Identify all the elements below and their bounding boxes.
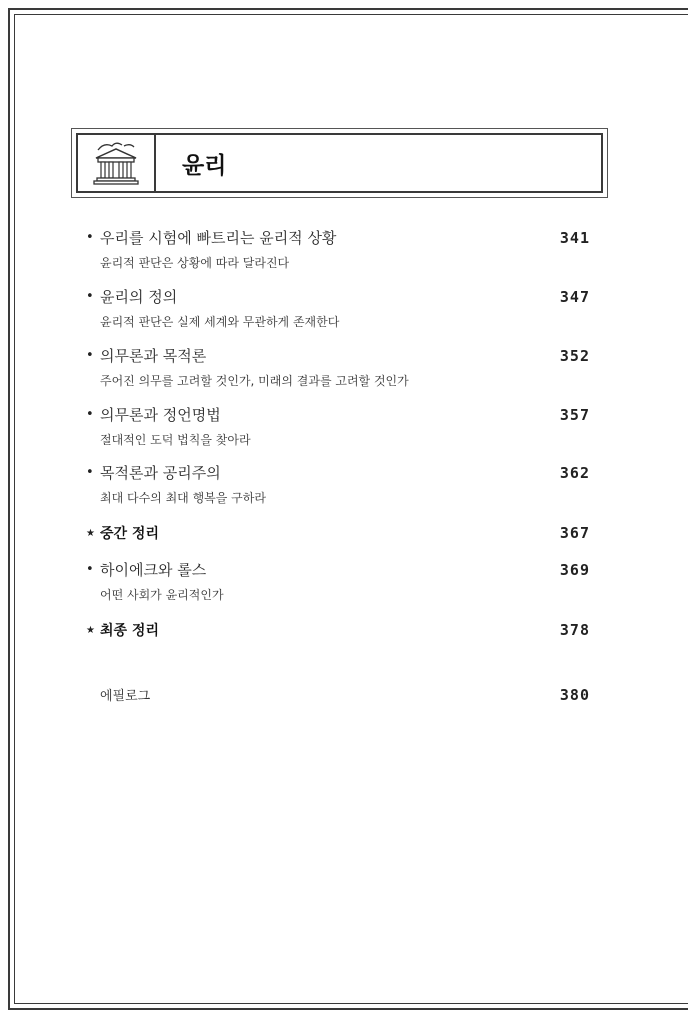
- toc-entry-subtitle: 최대 다수의 최대 행복을 구하라: [100, 491, 266, 505]
- star-icon: ★: [86, 527, 95, 539]
- toc-page-number: 347: [559, 287, 590, 306]
- temple-pillars-icon: [90, 140, 142, 186]
- toc-entry-title: 윤리의 정의: [100, 288, 178, 306]
- toc-entry[interactable]: [86, 404, 590, 448]
- toc-page-number: 357: [559, 405, 590, 424]
- toc-entry[interactable]: [86, 345, 590, 389]
- bullet-icon: •: [86, 230, 94, 245]
- toc-page-number: 367: [559, 524, 590, 542]
- chapter-icon-cell: [78, 135, 156, 191]
- bullet-icon: •: [86, 348, 94, 363]
- toc-page-number: 362: [559, 463, 590, 482]
- chapter-header-inner: [76, 133, 603, 193]
- toc-entry[interactable]: [86, 227, 590, 271]
- bullet-icon: •: [86, 562, 94, 577]
- toc-page-number: 380: [559, 685, 590, 704]
- toc-page-number: 352: [559, 346, 590, 365]
- toc-page-number: 378: [559, 621, 590, 639]
- toc-entry[interactable]: [86, 620, 590, 640]
- toc-entry-title: 의무론과 목적론: [100, 347, 207, 365]
- bullet-icon: •: [86, 407, 94, 422]
- chapter-header: [71, 128, 608, 198]
- toc-entry-title: 중간 정리: [100, 526, 159, 542]
- toc-entry[interactable]: [86, 462, 590, 506]
- bullet-icon: •: [86, 465, 94, 480]
- toc-page-number: 341: [559, 228, 590, 247]
- chapter-title: 윤리: [182, 152, 227, 179]
- toc-entry-subtitle: 윤리적 판단은 상황에 따라 달라진다: [100, 256, 290, 270]
- toc-entry-title: 우리를 시험에 빠트리는 윤리적 상황: [100, 229, 337, 247]
- toc-entry-subtitle: 윤리적 판단은 실제 세계와 무관하게 존재한다: [100, 315, 340, 329]
- toc-entry-title: 하이에크와 롤스: [100, 561, 207, 579]
- toc-entry-subtitle: 주어진 의무를 고려할 것인가, 미래의 결과를 고려할 것인가: [100, 374, 409, 388]
- toc-entry[interactable]: [86, 286, 590, 330]
- toc-entry[interactable]: [86, 559, 590, 603]
- toc-entry-title: 최종 정리: [100, 623, 159, 639]
- toc-entry-title: 에필로그: [100, 689, 151, 704]
- toc-page-number: 369: [559, 560, 590, 579]
- toc-entry-title: 의무론과 정언명법: [100, 406, 221, 424]
- toc-entry-title: 목적론과 공리주의: [100, 464, 221, 482]
- toc-entry-subtitle: 어떤 사회가 윤리적인가: [100, 588, 224, 602]
- bullet-icon: •: [86, 289, 94, 304]
- toc-entry-subtitle: 절대적인 도덕 법칙을 찾아라: [100, 433, 251, 447]
- toc-entry[interactable]: [86, 685, 590, 704]
- toc-entry[interactable]: [86, 523, 590, 543]
- star-icon: ★: [86, 624, 95, 636]
